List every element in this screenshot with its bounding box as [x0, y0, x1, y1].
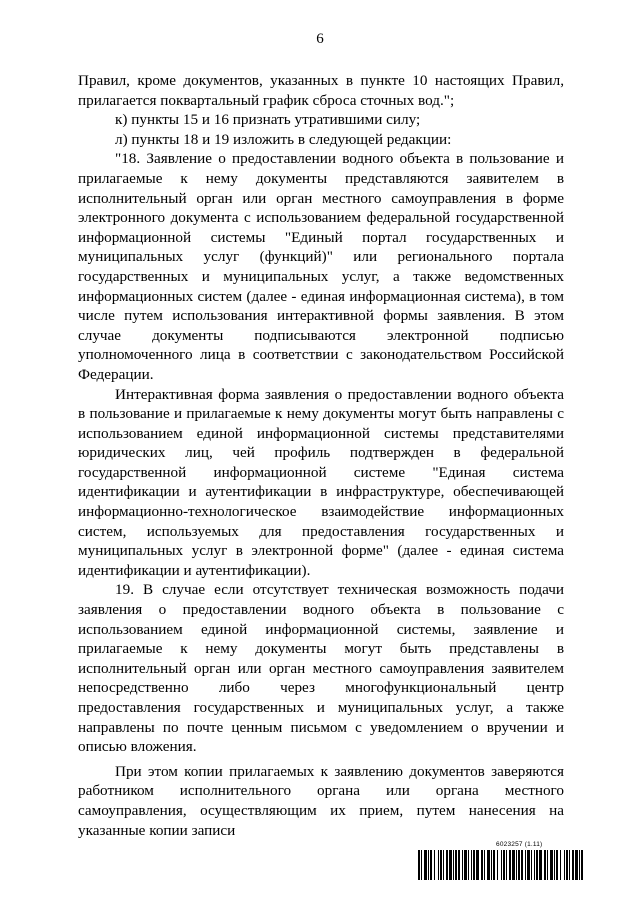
paragraph-item-k: к) пункты 15 и 16 признать утратившими силу;: [115, 111, 421, 129]
paragraph-point-18: "18. Заявление о предоставлении водного объекта в пользование и прилагаемые к нему документы представляются заявителем в исполнительный орган или орган местного самоуправления в форме электронного документа с использованием федеральной государственной информационной системы "Единый портал государственных и муниципальных услуг (функций)" или регионального портала государственных и муниципальных услуг, а также ведомственных информационных систем (далее - единая информационная система), в том числе путем использования интерактивной формы заявления. В этом случае документы подписываются электронной подписью уполномоченного лица в соответствии с законодательством Российской Федерации.: [78, 150, 564, 383]
barcode-icon: [418, 850, 584, 880]
document-barcode-block: [418, 841, 584, 881]
paragraph-point-19: 19. В случае если отсутствует техническая возможность подачи заявления о предоставлении водного объекта в пользование с использованием единой информационной системы, заявление и прилагаемые к нему документы могут быть представлены в исполнительный орган или орган местного самоуправления заявителем непосредственно либо через многофункциональный центр предоставления государственных и муниципальных услуг, а также направлены по почте ценным письмом с уведомлением о вручении и описью вложения.: [78, 581, 564, 756]
paragraph-item-l: л) пункты 18 и 19 изложить в следующей редакции:: [115, 130, 452, 148]
paragraph-continuation: Правил, кроме документов, указанных в пункте 10 настоящих Правил, прилагается поквартальный график сброса сточных вод.";: [78, 72, 564, 109]
paragraph-copies: При этом копии прилагаемых к заявлению документов заверяются работником исполнительного органа или органа местного самоуправления, осуществляющим их прием, путем нанесения на указанные копии записи: [78, 762, 564, 839]
page-number: 6: [316, 31, 324, 47]
paragraph-interactive-form: Интерактивная форма заявления о предоставлении водного объекта в пользование и прилагаемые к нему документы могут быть направлены с использованием единой информационной системы представителями юридических лиц, чей профиль подтвержден в федеральной государственной информационной системе "Единая система идентификации и аутентификации в инфраструктуре, обеспечивающей информационно-технологическое взаимодействие информационных систем, используемых для предоставления государственных и муниципальных услуг в электронной форме" (далее - единая система идентификации и аутентификации).: [78, 385, 564, 579]
document-body: [78, 71, 564, 840]
barcode-caption: 6023257 (1.11): [496, 841, 543, 848]
